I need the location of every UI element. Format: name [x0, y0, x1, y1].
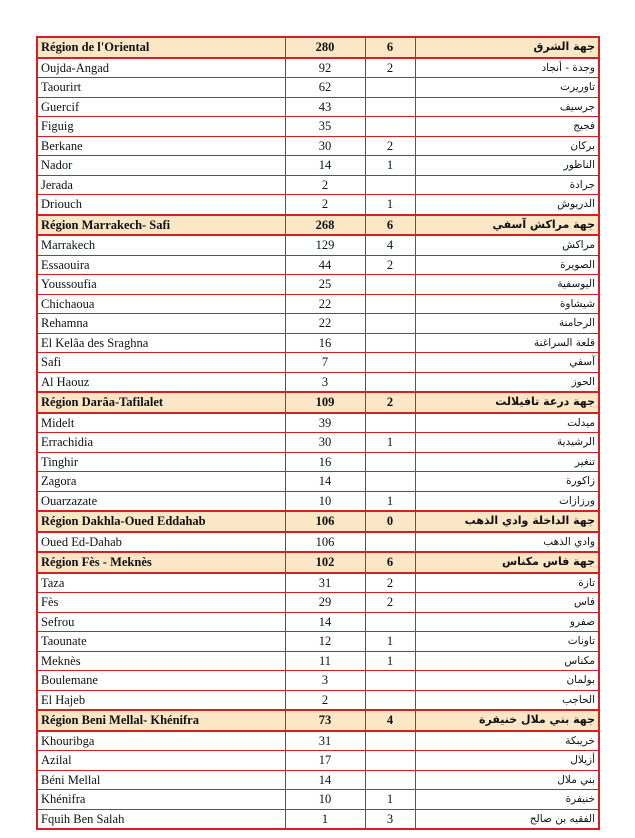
- name-cell: Taourirt: [37, 78, 285, 98]
- arabic-name-cell: جهة الشرق: [415, 37, 599, 58]
- total-cell: 16: [285, 333, 365, 353]
- city-row: [37, 790, 599, 810]
- arabic-name-cell: ورزازات: [415, 491, 599, 511]
- second-count-cell: [365, 731, 415, 751]
- name-cell: Meknès: [37, 651, 285, 671]
- total-cell: 35: [285, 117, 365, 137]
- city-row: [37, 353, 599, 373]
- total-cell: 7: [285, 353, 365, 373]
- arabic-name-cell: جهة الداخلة وادي الذهب: [415, 511, 599, 532]
- region-row: [37, 511, 599, 532]
- name-cell: Figuig: [37, 117, 285, 137]
- arabic-name-cell: الفقيه بن صالح: [415, 809, 599, 829]
- city-row: [37, 612, 599, 632]
- total-cell: 1: [285, 809, 365, 829]
- name-cell: Oued Ed-Dahab: [37, 532, 285, 553]
- second-count-cell: 1: [365, 195, 415, 215]
- city-row: [37, 117, 599, 137]
- second-count-cell: 3: [365, 809, 415, 829]
- second-count-cell: 4: [365, 710, 415, 731]
- city-row: [37, 651, 599, 671]
- second-count-cell: 2: [365, 58, 415, 78]
- total-cell: 14: [285, 612, 365, 632]
- arabic-name-cell: شيشاوة: [415, 294, 599, 314]
- city-row: [37, 294, 599, 314]
- name-cell: Jerada: [37, 175, 285, 195]
- city-row: [37, 573, 599, 593]
- total-cell: 12: [285, 632, 365, 652]
- total-cell: 31: [285, 573, 365, 593]
- name-cell: Tinghir: [37, 452, 285, 472]
- total-cell: 25: [285, 275, 365, 295]
- second-count-cell: [365, 78, 415, 98]
- name-cell: El Hajeb: [37, 690, 285, 710]
- name-cell: Région Dakhla-Oued Eddahab: [37, 511, 285, 532]
- second-count-cell: [365, 372, 415, 392]
- total-cell: 102: [285, 552, 365, 573]
- second-count-cell: 2: [365, 573, 415, 593]
- city-row: [37, 156, 599, 176]
- city-row: [37, 175, 599, 195]
- city-row: [37, 275, 599, 295]
- arabic-name-cell: مكناس: [415, 651, 599, 671]
- arabic-name-cell: مراكش: [415, 235, 599, 255]
- name-cell: Taza: [37, 573, 285, 593]
- name-cell: Région Marrakech- Safi: [37, 215, 285, 236]
- region-row: [37, 710, 599, 731]
- total-cell: 17: [285, 751, 365, 771]
- total-cell: 31: [285, 731, 365, 751]
- second-count-cell: [365, 612, 415, 632]
- second-count-cell: [365, 353, 415, 373]
- city-row: [37, 751, 599, 771]
- city-row: [37, 690, 599, 710]
- total-cell: 44: [285, 255, 365, 275]
- name-cell: Ouarzazate: [37, 491, 285, 511]
- total-cell: 3: [285, 671, 365, 691]
- city-row: [37, 78, 599, 98]
- arabic-name-cell: الصويرة: [415, 255, 599, 275]
- name-cell: Région de l'Oriental: [37, 37, 285, 58]
- arabic-name-cell: ميدلت: [415, 413, 599, 433]
- name-cell: Berkane: [37, 136, 285, 156]
- total-cell: 43: [285, 97, 365, 117]
- name-cell: Safi: [37, 353, 285, 373]
- arabic-name-cell: قلعة السراغنة: [415, 333, 599, 353]
- arabic-name-cell: الناظور: [415, 156, 599, 176]
- arabic-name-cell: الحاجب: [415, 690, 599, 710]
- total-cell: 73: [285, 710, 365, 731]
- total-cell: 109: [285, 392, 365, 413]
- name-cell: Région Fès - Meknès: [37, 552, 285, 573]
- total-cell: 2: [285, 690, 365, 710]
- city-row: [37, 491, 599, 511]
- name-cell: Fès: [37, 593, 285, 613]
- city-row: [37, 413, 599, 433]
- arabic-name-cell: تازة: [415, 573, 599, 593]
- regions-table: [36, 36, 600, 830]
- name-cell: Taounate: [37, 632, 285, 652]
- name-cell: Marrakech: [37, 235, 285, 255]
- city-row: [37, 770, 599, 790]
- total-cell: 2: [285, 195, 365, 215]
- arabic-name-cell: فجيج: [415, 117, 599, 137]
- city-row: [37, 532, 599, 553]
- city-row: [37, 314, 599, 334]
- second-count-cell: [365, 117, 415, 137]
- second-count-cell: 6: [365, 215, 415, 236]
- second-count-cell: 1: [365, 790, 415, 810]
- second-count-cell: 6: [365, 552, 415, 573]
- total-cell: 14: [285, 770, 365, 790]
- second-count-cell: 1: [365, 651, 415, 671]
- total-cell: 11: [285, 651, 365, 671]
- arabic-name-cell: بني ملال: [415, 770, 599, 790]
- second-count-cell: [365, 472, 415, 492]
- total-cell: 92: [285, 58, 365, 78]
- second-count-cell: [365, 770, 415, 790]
- total-cell: 14: [285, 156, 365, 176]
- name-cell: Région Beni Mellal- Khénifra: [37, 710, 285, 731]
- second-count-cell: [365, 690, 415, 710]
- arabic-name-cell: تنغير: [415, 452, 599, 472]
- city-row: [37, 255, 599, 275]
- arabic-name-cell: أزيلال: [415, 751, 599, 771]
- second-count-cell: [365, 275, 415, 295]
- name-cell: Driouch: [37, 195, 285, 215]
- arabic-name-cell: وجدة - أنجاد: [415, 58, 599, 78]
- arabic-name-cell: الحوز: [415, 372, 599, 392]
- city-row: [37, 632, 599, 652]
- name-cell: Youssoufia: [37, 275, 285, 295]
- second-count-cell: [365, 97, 415, 117]
- name-cell: Nador: [37, 156, 285, 176]
- name-cell: Boulemane: [37, 671, 285, 691]
- total-cell: 280: [285, 37, 365, 58]
- arabic-name-cell: جهة درعة تافيلالت: [415, 392, 599, 413]
- second-count-cell: 1: [365, 491, 415, 511]
- arabic-name-cell: جهة مراكش آسفي: [415, 215, 599, 236]
- city-row: [37, 136, 599, 156]
- total-cell: 2: [285, 175, 365, 195]
- total-cell: 14: [285, 472, 365, 492]
- arabic-name-cell: بولمان: [415, 671, 599, 691]
- second-count-cell: [365, 333, 415, 353]
- second-count-cell: [365, 452, 415, 472]
- arabic-name-cell: الرحامنة: [415, 314, 599, 334]
- second-count-cell: [365, 314, 415, 334]
- name-cell: Al Haouz: [37, 372, 285, 392]
- city-row: [37, 333, 599, 353]
- second-count-cell: 1: [365, 433, 415, 453]
- total-cell: 106: [285, 511, 365, 532]
- arabic-name-cell: الرشيدية: [415, 433, 599, 453]
- arabic-name-cell: اليوسفية: [415, 275, 599, 295]
- name-cell: Oujda-Angad: [37, 58, 285, 78]
- second-count-cell: [365, 671, 415, 691]
- second-count-cell: 2: [365, 593, 415, 613]
- name-cell: Khouribga: [37, 731, 285, 751]
- total-cell: 62: [285, 78, 365, 98]
- city-row: [37, 472, 599, 492]
- arabic-name-cell: جرادة: [415, 175, 599, 195]
- second-count-cell: [365, 294, 415, 314]
- second-count-cell: 4: [365, 235, 415, 255]
- region-row: [37, 215, 599, 236]
- city-row: [37, 731, 599, 751]
- city-row: [37, 372, 599, 392]
- name-cell: Azilal: [37, 751, 285, 771]
- name-cell: Région Darâa-Tafilalet: [37, 392, 285, 413]
- region-row: [37, 392, 599, 413]
- regions-table-body: [37, 37, 599, 829]
- second-count-cell: 6: [365, 37, 415, 58]
- arabic-name-cell: بركان: [415, 136, 599, 156]
- arabic-name-cell: الدريوش: [415, 195, 599, 215]
- total-cell: 16: [285, 452, 365, 472]
- city-row: [37, 235, 599, 255]
- arabic-name-cell: خريبكة: [415, 731, 599, 751]
- arabic-name-cell: جهة بني ملال خنيفرة: [415, 710, 599, 731]
- second-count-cell: 0: [365, 511, 415, 532]
- total-cell: 39: [285, 413, 365, 433]
- name-cell: Errachidia: [37, 433, 285, 453]
- city-row: [37, 433, 599, 453]
- arabic-name-cell: خنيفرة: [415, 790, 599, 810]
- second-count-cell: 2: [365, 136, 415, 156]
- second-count-cell: [365, 532, 415, 553]
- second-count-cell: [365, 413, 415, 433]
- name-cell: Fquih Ben Salah: [37, 809, 285, 829]
- region-row: [37, 37, 599, 58]
- arabic-name-cell: جرسيف: [415, 97, 599, 117]
- arabic-name-cell: جهة فاس مكناس: [415, 552, 599, 573]
- name-cell: Khénifra: [37, 790, 285, 810]
- total-cell: 268: [285, 215, 365, 236]
- total-cell: 30: [285, 136, 365, 156]
- second-count-cell: 2: [365, 255, 415, 275]
- total-cell: 3: [285, 372, 365, 392]
- name-cell: Rehamna: [37, 314, 285, 334]
- total-cell: 30: [285, 433, 365, 453]
- city-row: [37, 195, 599, 215]
- arabic-name-cell: فاس: [415, 593, 599, 613]
- total-cell: 10: [285, 491, 365, 511]
- arabic-name-cell: صفرو: [415, 612, 599, 632]
- arabic-name-cell: زاكورة: [415, 472, 599, 492]
- arabic-name-cell: وادي الذهب: [415, 532, 599, 553]
- city-row: [37, 97, 599, 117]
- city-row: [37, 593, 599, 613]
- total-cell: 29: [285, 593, 365, 613]
- total-cell: 22: [285, 294, 365, 314]
- city-row: [37, 58, 599, 78]
- second-count-cell: 1: [365, 156, 415, 176]
- region-row: [37, 552, 599, 573]
- name-cell: Sefrou: [37, 612, 285, 632]
- second-count-cell: 2: [365, 392, 415, 413]
- city-row: [37, 452, 599, 472]
- name-cell: El Kelâa des Sraghna: [37, 333, 285, 353]
- city-row: [37, 809, 599, 829]
- second-count-cell: [365, 175, 415, 195]
- second-count-cell: [365, 751, 415, 771]
- name-cell: Guercif: [37, 97, 285, 117]
- name-cell: Chichaoua: [37, 294, 285, 314]
- arabic-name-cell: تاونات: [415, 632, 599, 652]
- total-cell: 22: [285, 314, 365, 334]
- city-row: [37, 671, 599, 691]
- total-cell: 10: [285, 790, 365, 810]
- name-cell: Midelt: [37, 413, 285, 433]
- name-cell: Zagora: [37, 472, 285, 492]
- name-cell: Essaouira: [37, 255, 285, 275]
- name-cell: Béni Mellal: [37, 770, 285, 790]
- arabic-name-cell: آسفي: [415, 353, 599, 373]
- second-count-cell: 1: [365, 632, 415, 652]
- total-cell: 106: [285, 532, 365, 553]
- total-cell: 129: [285, 235, 365, 255]
- arabic-name-cell: تاوريرت: [415, 78, 599, 98]
